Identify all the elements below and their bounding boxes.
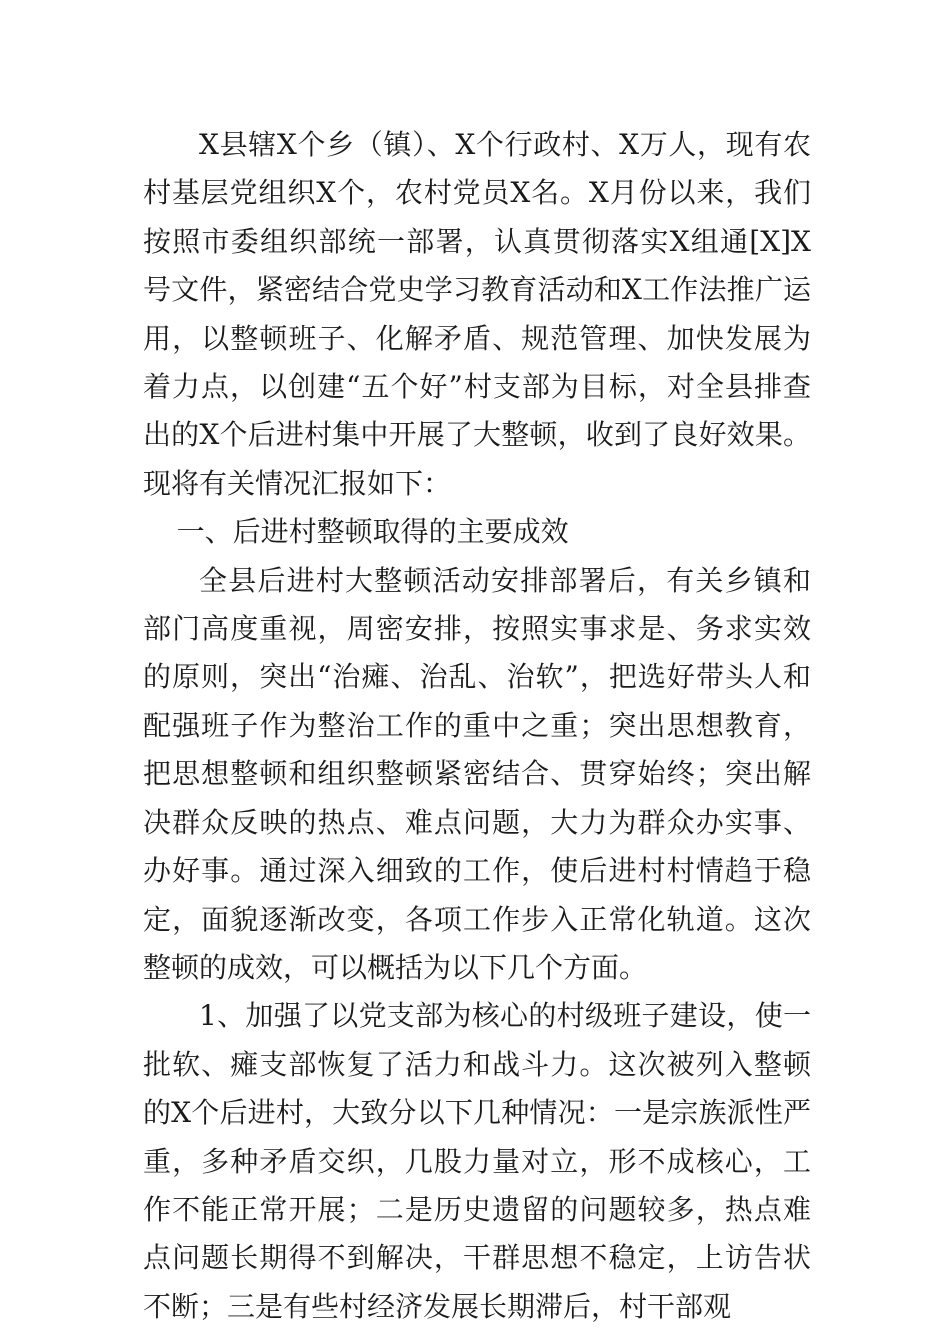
summary-paragraph: 全县后进村大整顿活动安排部署后，有关乡镇和部门高度重视，周密安排，按照实事求是、务求实效的原则，突出“治瘫、治乱、治软”，把选好带头人和配强班子作为整治工作的重中之重；突出思想教育，把思想整顿和组织整顿紧密结合、贯穿始终；突出解决群众反映的热点、难点问题，大力为群众办实事、办好事。通过深入细致的工作，使后进村村情趋于稳定，面貌逐渐改变，各项工作步入正常化轨道。这次整顿的成效，可以概括为以下几个方面。 <box>143 563 811 984</box>
document-body <box>143 121 811 1331</box>
intro-paragraph: X县辖X个乡（镇）、X个行政村、X万人，现有农村基层党组织X个，农村党员X名。X月份以来，我们按照市委组织部统一部署，认真贯彻落实X组通[X]X号文件，紧密结合党史学习教育活动和X工作法推广运用，以整顿班子、化解矛盾、规范管理、加快发展为着力点，以创建“五个好”村支部为目标，对全县排查出的X个后进村集中开展了大整顿，收到了良好效果。现将有关情况汇报如下： <box>143 128 811 500</box>
point-one-paragraph: 1、加强了以党支部为核心的村级班子建设，使一批软、瘫支部恢复了活力和战斗力。这次被列入整顿的X个后进村，大致分以下几种情况：一是宗族派性严重，多种矛盾交织，几股力量对立，形不成核心，工作不能正常开展；二是历史遗留的问题较多，热点难点问题长期得不到解决，干群思想不稳定，上访告状不断；三是有些村经济发展长期滞后，村干部观 <box>143 999 811 1323</box>
section-heading: 一、后进村整顿取得的主要成效 <box>176 515 569 549</box>
